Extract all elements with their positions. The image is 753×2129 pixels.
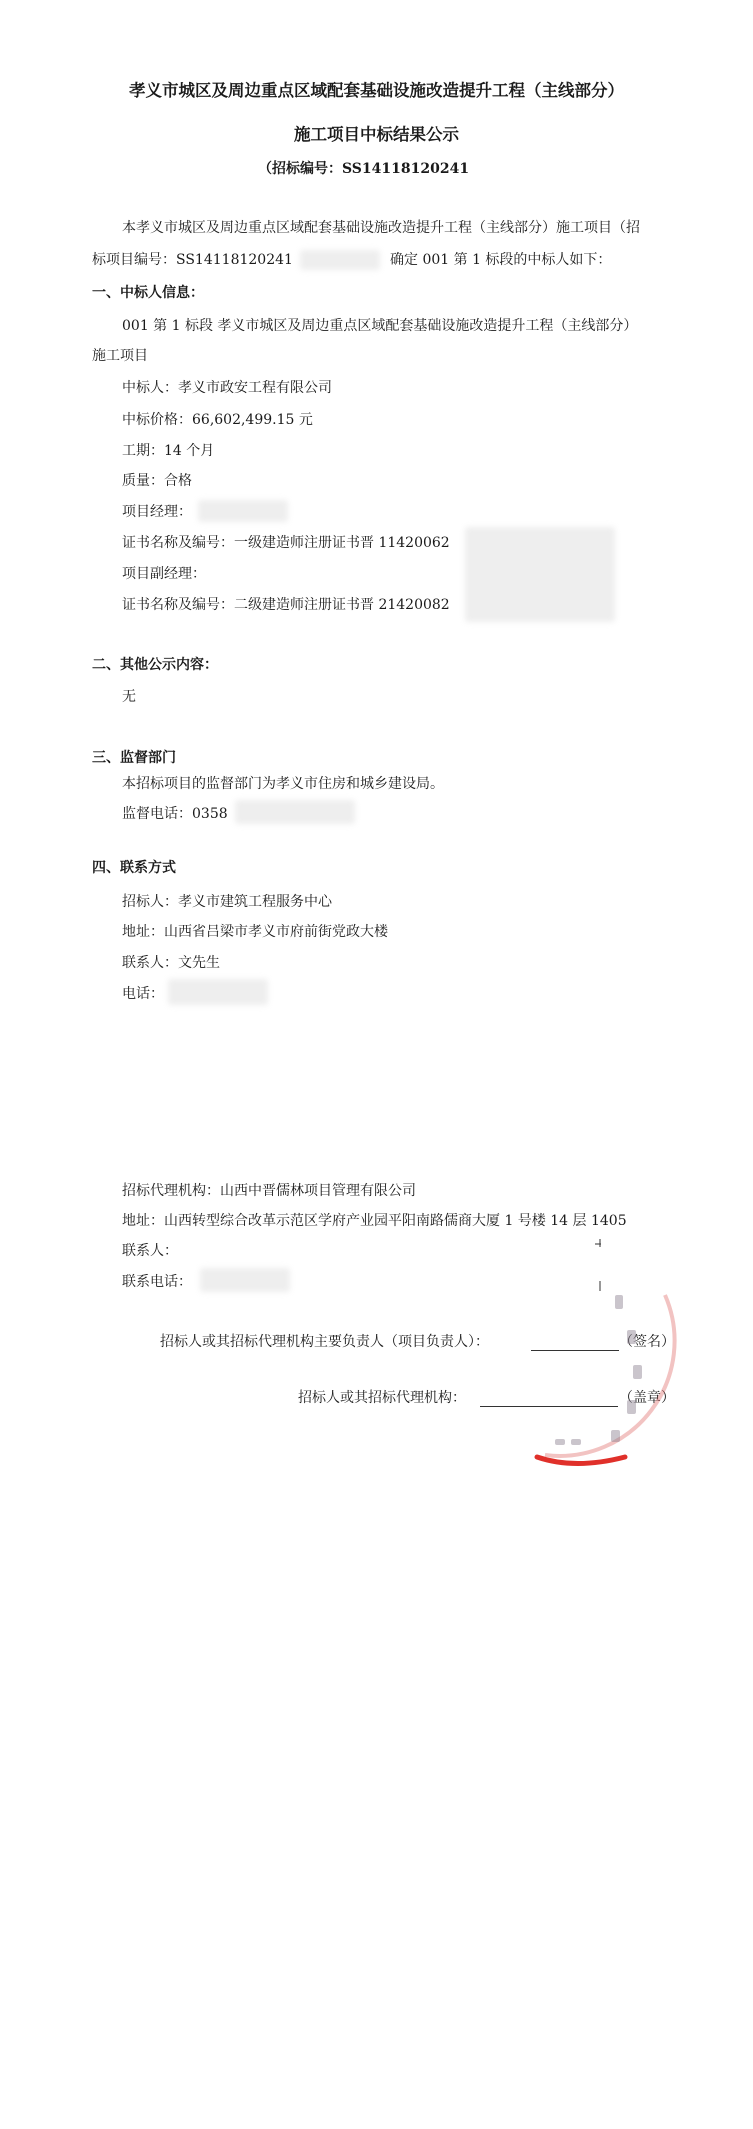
- intro-line-2b: 确定 001 第 1 标段的中标人如下：: [390, 252, 612, 268]
- redaction-blur: [300, 250, 380, 270]
- agency-address: 地址：山西转型综合改革示范区学府产业园平阳南路儒商大厦 1 号楼 14 层 1405: [122, 1213, 627, 1229]
- agency-name: 招标代理机构：山西中晋儒林项目管理有限公司: [122, 1183, 416, 1199]
- agency-phone: 联系电话：: [122, 1274, 192, 1290]
- project-manager: 项目经理：: [122, 504, 192, 520]
- winner-name: 中标人：孝义市政安工程有限公司: [122, 380, 332, 396]
- section-heading-winner: 一、中标人信息：: [92, 285, 204, 301]
- signature-label: 招标人或其招标代理机构主要负责人（项目负责人）：: [160, 1334, 489, 1350]
- deputy-certificate: 证书名称及编号：二级建造师注册证书晋 21420082: [122, 597, 450, 613]
- redaction-blur: [198, 500, 288, 522]
- quality-standard: 质量：合格: [122, 473, 192, 489]
- document-title: 孝义市城区及周边重点区域配套基础设施改造提升工程（主线部分）: [129, 81, 624, 100]
- deputy-manager: 项目副经理：: [122, 566, 206, 582]
- tenderer-phone: 电话：: [122, 986, 164, 1002]
- redaction-blur: [168, 979, 268, 1005]
- lot-line-2: 施工项目: [92, 348, 148, 364]
- redaction-blur: [465, 527, 615, 622]
- supervision-department: 本招标项目的监督部门为孝义市住房和城乡建设局。: [122, 776, 444, 792]
- company-seal-icon: [515, 1225, 685, 1470]
- lot-line-1: 001 第 1 标段 孝义市城区及周边重点区域配套基础设施改造提升工程（主线部分）: [122, 318, 638, 334]
- intro-line-1: 本孝义市城区及周边重点区域配套基础设施改造提升工程（主线部分）施工项目（招: [122, 220, 640, 236]
- tenderer-contact: 联系人：文先生: [122, 955, 220, 971]
- seal-label: 招标人或其招标代理机构：: [298, 1390, 466, 1406]
- bid-number: （招标编号：SS14118120241: [258, 161, 470, 177]
- tenderer-address: 地址：山西省吕梁市孝义市府前街党政大楼: [122, 924, 388, 940]
- document-subtitle: 施工项目中标结果公示: [294, 125, 459, 144]
- redaction-blur: [235, 800, 355, 824]
- tenderer-name: 招标人：孝义市建筑工程服务中心: [122, 894, 332, 910]
- agency-contact: 联系人：: [122, 1243, 178, 1259]
- manager-certificate: 证书名称及编号：一级建造师注册证书晋 11420062: [122, 535, 450, 551]
- winning-price: 中标价格：66,602,499.15 元: [122, 412, 313, 428]
- signature-suffix: （签名）: [619, 1334, 675, 1350]
- other-content: 无: [122, 689, 136, 705]
- section-heading-supervision: 三、监督部门: [92, 750, 176, 766]
- section-heading-other: 二、其他公示内容：: [92, 657, 218, 673]
- section-heading-contact: 四、联系方式: [92, 860, 176, 876]
- supervision-phone: 监督电话：0358: [122, 806, 228, 822]
- seal-suffix: （盖章）: [619, 1390, 675, 1406]
- intro-line-2a: 标项目编号：SS14118120241: [92, 252, 293, 268]
- redaction-blur: [200, 1268, 290, 1292]
- construction-period: 工期：14 个月: [122, 443, 215, 459]
